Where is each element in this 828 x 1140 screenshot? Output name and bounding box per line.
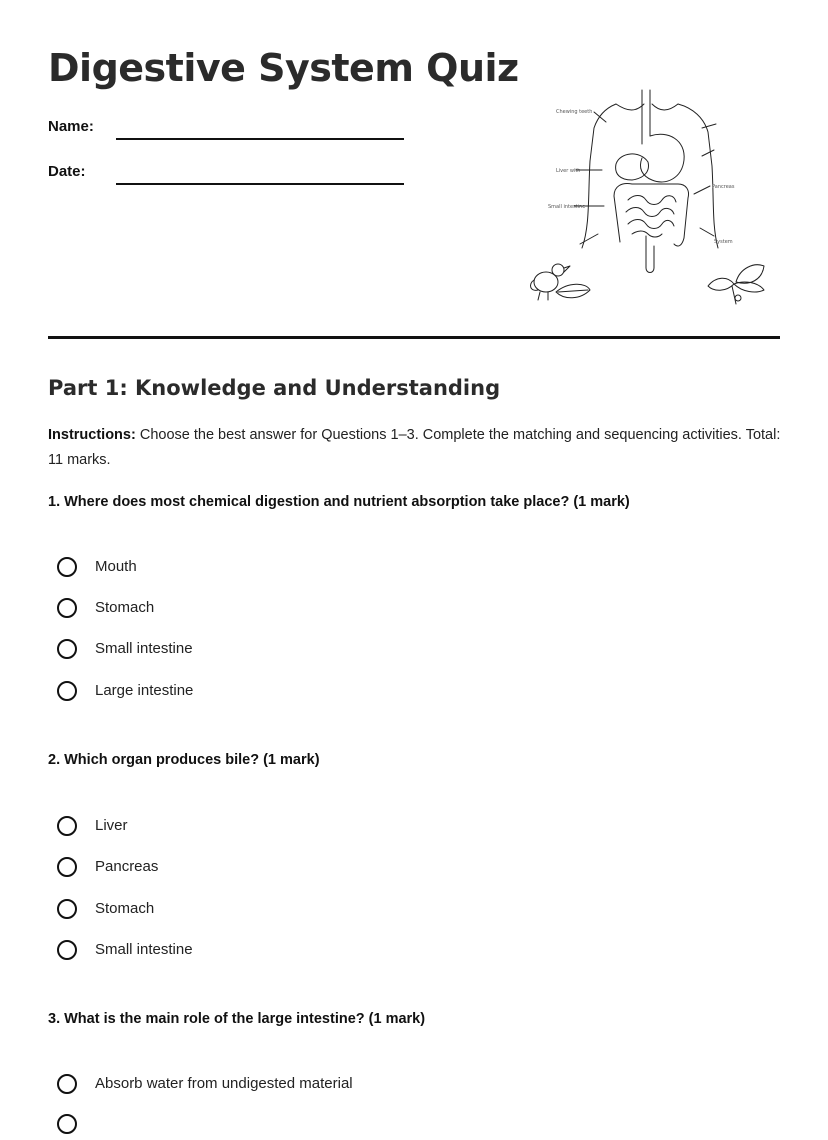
radio-button[interactable] <box>57 1074 77 1094</box>
instructions-label: Instructions: <box>48 427 136 443</box>
instructions-text: Choose the best answer for Questions 1–3. Complete the matching and sequencing activities. Total: 11 marks. <box>48 427 781 468</box>
option-label: Pancreas <box>95 858 159 875</box>
bird-doodle-icon <box>531 264 570 300</box>
radio-button[interactable] <box>57 557 77 577</box>
option-label: Absorb water from undigested material <box>95 1075 353 1092</box>
arrow-left-low <box>580 234 598 244</box>
option-label: Large intestine <box>95 682 194 699</box>
torso-outline-left <box>582 104 616 248</box>
option-label: Mouth <box>95 558 137 575</box>
q3-option-absorb-water[interactable] <box>57 1074 657 1100</box>
name-input-line[interactable] <box>116 138 404 140</box>
stomach <box>640 134 684 182</box>
plant-doodle-icon <box>708 265 764 304</box>
arrow-pancreas <box>694 186 710 194</box>
diagram-label-system: System <box>714 239 733 245</box>
q1-option-stomach[interactable] <box>57 598 657 624</box>
q2-option-stomach[interactable] <box>57 899 657 925</box>
q1-option-large-intestine[interactable] <box>57 681 657 707</box>
diagram-label-chewing: Chewing teeth <box>556 109 593 115</box>
page-title: Digestive System Quiz <box>48 46 519 90</box>
name-label: Name: <box>48 118 94 135</box>
small-intestine <box>626 196 676 238</box>
option-label: Liver <box>95 817 128 834</box>
arrow-top-right <box>702 124 716 128</box>
shoulder-left <box>616 104 644 110</box>
radio-button[interactable] <box>57 681 77 701</box>
leaf-doodle-icon <box>556 284 590 298</box>
q1-option-mouth[interactable] <box>57 557 657 583</box>
date-label: Date: <box>48 163 86 180</box>
diagram-label-pancreas: Pancreas <box>712 184 735 190</box>
option-label: Stomach <box>95 599 155 616</box>
radio-button[interactable] <box>57 857 77 877</box>
question-2: 2. Which organ produces bile? (1 mark) <box>48 752 320 768</box>
instructions <box>48 423 788 473</box>
option-label: Small intestine <box>95 640 193 657</box>
radio-button[interactable] <box>57 1114 77 1134</box>
radio-button[interactable] <box>57 598 77 618</box>
diagram-label-liver: Liver with <box>556 168 581 174</box>
shoulder-right <box>652 104 678 110</box>
liver <box>616 154 649 180</box>
rectum <box>646 236 654 273</box>
date-field[interactable] <box>48 163 408 187</box>
question-1: 1. Where does most chemical digestion and nutrient absorption take place? (1 mark) <box>48 494 630 510</box>
q2-option-small-intestine[interactable] <box>57 940 657 966</box>
date-input-line[interactable] <box>116 183 404 185</box>
digestive-system-illustration <box>528 86 770 308</box>
radio-button[interactable] <box>57 940 77 960</box>
option-label: Small intestine <box>95 941 193 958</box>
radio-button[interactable] <box>57 639 77 659</box>
radio-button[interactable] <box>57 816 77 836</box>
arrow-system <box>700 228 714 236</box>
section-divider <box>48 336 780 339</box>
arrow-right-2 <box>702 150 714 156</box>
question-3: 3. What is the main role of the large intestine? (1 mark) <box>48 1011 426 1027</box>
part-1-title: Part 1: Knowledge and Understanding <box>48 376 501 400</box>
arrow-chewing <box>594 112 606 122</box>
name-field[interactable] <box>48 118 408 142</box>
q2-option-liver[interactable] <box>57 816 657 842</box>
q1-option-small-intestine[interactable] <box>57 639 657 665</box>
diagram-label-small-intestine: Small intestine <box>548 204 586 210</box>
q2-option-pancreas[interactable] <box>57 857 657 883</box>
option-label: Stomach <box>95 900 155 917</box>
esophagus <box>642 90 650 144</box>
radio-button[interactable] <box>57 899 77 919</box>
